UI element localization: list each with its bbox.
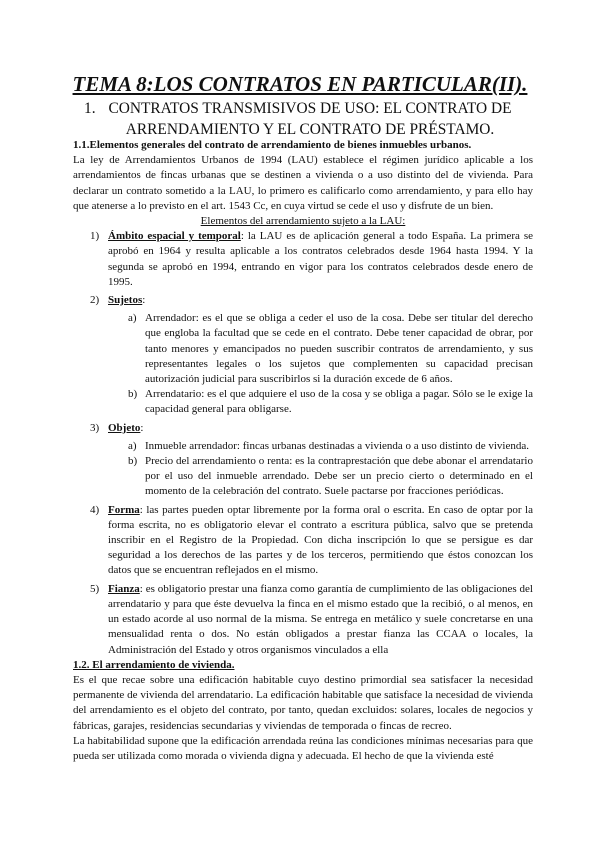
paragraph: La habitabilidad supone que la edificación arrendada reúna las condiciones mínimas necesarias para que pueda ser utilizada como morada o vivienda digna y adecuada. El hecho de que la vivienda esté bbox=[73, 734, 533, 762]
list-item: 5) Fianza: es obligatorio prestar una fianza como garantía de cumplimiento de las obligaciones del arrendatario y para que éste devuelva la finca en el mismo estado que la recibió, o al menos, en un estado acorde al uso normal de la misma. Se entrega en metálico y suele concretarse en una mensualidad renta o dos. No están obligados a prestar fianza las CCAA o locales, la Administración del Estado y otros organismos vinculados a ella bbox=[90, 582, 533, 656]
page-title: TEMA 8:LOS CONTRATOS EN PARTICULAR(II). bbox=[72, 72, 528, 96]
sub-list-item: b) Arrendatario: es el que adquiere el uso de la cosa y se obliga a pagar. Sólo se le exige la capacidad general para obligarse. bbox=[128, 388, 533, 416]
list-item: 4) Forma: las partes pueden optar libremente por la forma oral o escrita. En caso de optar por la forma escrita, no es obligatorio elevar el contrato a escritura pública, salvo que se pretenda inscribir en el Registro de la Propiedad. Con dicha inscripción lo que se persigue es dar seguridad a los derechos de las partes y de los terceros, permitiendo que éstos conozcan los datos que se encuentran reflejados en el mismo. bbox=[90, 503, 533, 577]
paragraph: Es el que recae sobre una edificación habitable cuyo destino primordial sea satisfacer la necesidad permanente de vivienda del arrendatario. La edificación habitable que satisface la necesidad de vivienda del arrendamiento es el objeto del contrato, por tanto, quedan excluidos: solares, locales de negocios y fábricas, garajes, residencias secundarias y viviendas de temporada o fincas de recreo. bbox=[73, 673, 533, 732]
subsection-heading: 1.1.Elementos generales del contrato de arrendamiento de bienes inmuebles urbanos. bbox=[73, 139, 472, 151]
sub-list-item: b) Precio del arrendamiento o renta: es la contraprestación que debe abonar el arrendatario por el uso del inmueble arrendado. Debe ser un precio cierto o determinado en el momento de la celebración del contrato. Suele pactarse por fracciones periódicas. bbox=[128, 455, 533, 498]
paragraph: La ley de Arrendamientos Urbanos de 1994 (LAU) establece el régimen jurídico aplicable a los arrendamientos de fincas urbanas que se destinen a vivienda o a uso distinto del de vivienda. Para declarar un contrato sometido a la LAU, lo primero es calificarlo como arrendamiento, y para ello hay que atenerse a lo previsto en el art. 1543 Cc, en cuya virtud se cede el uso y disfrute de un bien. bbox=[73, 154, 533, 212]
sub-list-item: a) Inmueble arrendador: fincas urbanas destinadas a vivienda o a uso distinto de vivienda. bbox=[128, 439, 529, 452]
document-body bbox=[73, 138, 533, 764]
list-heading: Elementos del arrendamiento sujeto a la LAU: bbox=[200, 215, 406, 228]
subsection-heading: 1.2. El arrendamiento de vivienda. bbox=[73, 658, 235, 671]
section-heading-1: 1. CONTRATOS TRANSMISIVOS DE USO: EL CONTRATO DE ARRENDAMIENTO Y EL CONTRATO DE PRÉSTAMO. bbox=[84, 100, 512, 138]
list-item: 3) Objeto: bbox=[90, 421, 144, 434]
sub-list-item: a) Arrendador: es el que se obliga a ceder el uso de la cosa. Debe ser titular del derecho que engloba la facultad que se cede en el contrato. Debe tener capacidad de obrar, por tanto menores y emancipados no pueden suscribir contratos de arrendamiento, y sus representantes legales o los sujetos que complementen su capacidad precisan autorización judicial para suscribirlos si la duración excede de 6 años. bbox=[128, 312, 533, 386]
list-item: 2) Sujetos: bbox=[90, 294, 146, 307]
list-item: 1) Ámbito espacial y temporal: la LAU es de aplicación general a todo España. La primera se aprobó en 1964 y resulta aplicable a los contratos celebrados desde 1964 hasta 1994. Y la segunda se aprobó en 1994, entrando en vigor para los contratos celebrados desde enero de 1995. bbox=[90, 230, 533, 288]
